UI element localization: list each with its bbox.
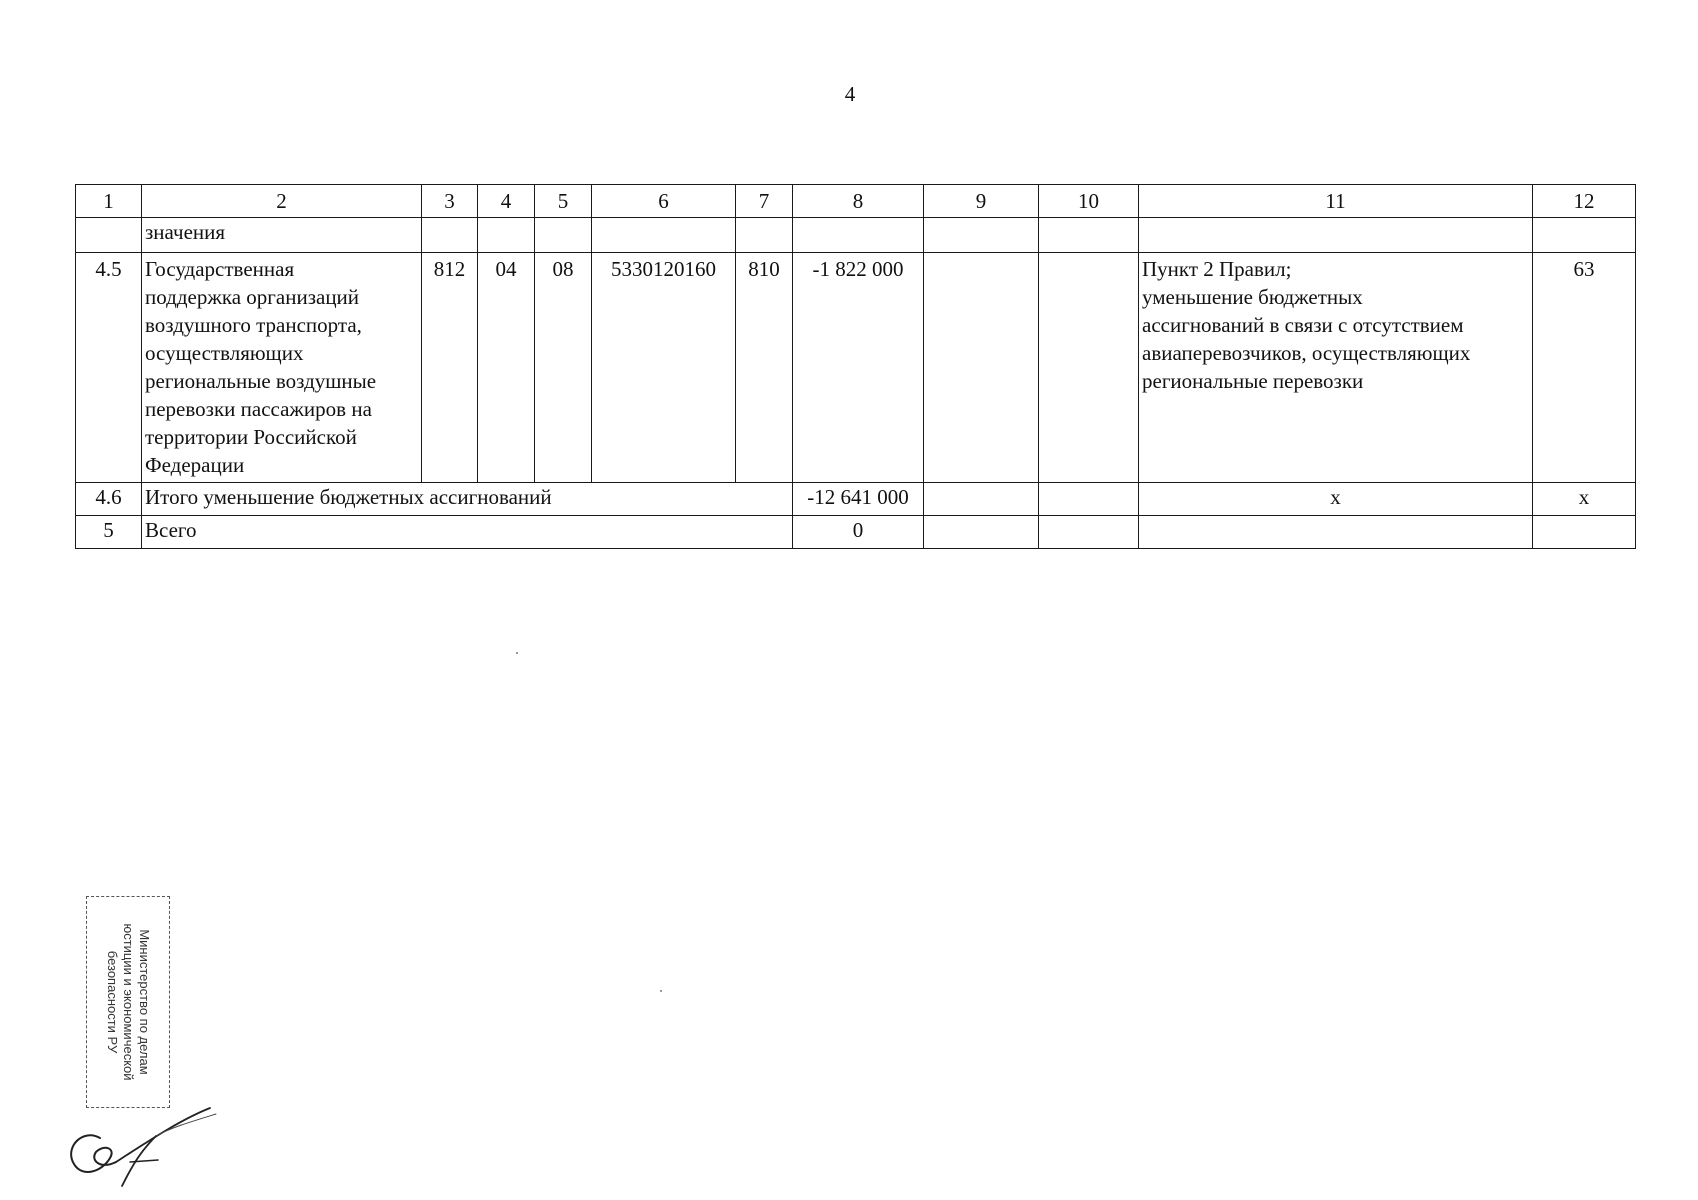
header-cell: 4 bbox=[478, 185, 535, 218]
table-cell bbox=[736, 218, 793, 253]
row-number: 5 bbox=[76, 516, 142, 549]
cell-col-10 bbox=[1039, 253, 1139, 483]
header-cell: 6 bbox=[592, 185, 736, 218]
cell-col-12: 63 bbox=[1533, 253, 1636, 483]
header-cell: 3 bbox=[422, 185, 478, 218]
cell-col-4: 04 bbox=[478, 253, 535, 483]
cell-col-9 bbox=[924, 483, 1039, 516]
cell-col-11: x bbox=[1139, 483, 1533, 516]
scan-speck bbox=[660, 990, 662, 992]
row-label: Итого уменьшение бюджетных ассигнований bbox=[142, 483, 793, 516]
ministry-stamp bbox=[86, 896, 170, 1108]
row-name-line: осуществляющих bbox=[145, 341, 304, 365]
justification-line: Пункт 2 Правил; bbox=[1142, 257, 1292, 281]
table-cell bbox=[478, 218, 535, 253]
table-row-4-6 bbox=[76, 483, 1636, 516]
scan-speck bbox=[516, 652, 518, 654]
table-cell bbox=[422, 218, 478, 253]
cell-col-12 bbox=[1533, 516, 1636, 549]
table-cell bbox=[1533, 218, 1636, 253]
header-cell: 12 bbox=[1533, 185, 1636, 218]
justification-line: региональные перевозки bbox=[1142, 369, 1364, 393]
justification-line: авиаперевозчиков, осуществляющих bbox=[1142, 341, 1471, 365]
row-name-line: поддержка организаций bbox=[145, 285, 360, 309]
budget-table bbox=[75, 184, 1636, 549]
row-name-line: региональные воздушные bbox=[145, 369, 377, 393]
row-number: 4.5 bbox=[76, 253, 142, 483]
stamp-line: юстиции и экономической bbox=[121, 923, 136, 1081]
cell-col-11 bbox=[1139, 516, 1533, 549]
cell-col-6: 5330120160 bbox=[592, 253, 736, 483]
header-cell: 9 bbox=[924, 185, 1039, 218]
table-cell bbox=[535, 218, 592, 253]
stamp-line: Министерство по делам bbox=[137, 929, 152, 1075]
cell-col-11 bbox=[1139, 253, 1533, 483]
table-row-4-5 bbox=[76, 253, 1636, 483]
stamp-line: безопасности РУ bbox=[105, 950, 120, 1054]
cell-col-8: 0 bbox=[793, 516, 924, 549]
header-cell: 1 bbox=[76, 185, 142, 218]
justification-line: ассигнований в связи с отсутствием bbox=[1142, 313, 1464, 337]
cell-col-9 bbox=[924, 516, 1039, 549]
cell-col-9 bbox=[924, 253, 1039, 483]
row-name-line: территории Российской bbox=[145, 425, 357, 449]
table-cell bbox=[1139, 218, 1533, 253]
table-cell bbox=[1039, 218, 1139, 253]
row-name-line: Федерации bbox=[145, 453, 245, 477]
cell-col-7: 810 bbox=[736, 253, 793, 483]
cell-col-3: 812 bbox=[422, 253, 478, 483]
page-number: 4 bbox=[844, 82, 856, 106]
header-cell: 8 bbox=[793, 185, 924, 218]
row-name-line: Государственная bbox=[145, 257, 295, 281]
justification-line: уменьшение бюджетных bbox=[1142, 285, 1363, 309]
cell-col-12: x bbox=[1533, 483, 1636, 516]
cell-col-8: -1 822 000 bbox=[793, 253, 924, 483]
table-row-continuation bbox=[76, 218, 1636, 253]
continuation-text: значения bbox=[142, 218, 422, 253]
handwritten-signature bbox=[60, 1100, 220, 1195]
row-name-line: воздушного транспорта, bbox=[145, 313, 362, 337]
row-label: Всего bbox=[142, 516, 793, 549]
cell-col-10 bbox=[1039, 516, 1139, 549]
header-cell: 7 bbox=[736, 185, 793, 218]
header-cell: 5 bbox=[535, 185, 592, 218]
cell-col-5: 08 bbox=[535, 253, 592, 483]
header-cell: 10 bbox=[1039, 185, 1139, 218]
cell-col-10 bbox=[1039, 483, 1139, 516]
table-cell bbox=[592, 218, 736, 253]
stamp-text bbox=[104, 902, 152, 1102]
row-number: 4.6 bbox=[76, 483, 142, 516]
table-row-5 bbox=[76, 516, 1636, 549]
header-cell: 11 bbox=[1139, 185, 1533, 218]
row-name bbox=[142, 253, 422, 483]
table-cell bbox=[793, 218, 924, 253]
table-cell bbox=[924, 218, 1039, 253]
row-name-line: перевозки пассажиров на bbox=[145, 397, 372, 421]
header-cell: 2 bbox=[142, 185, 422, 218]
cell-col-8: -12 641 000 bbox=[793, 483, 924, 516]
table-cell bbox=[76, 218, 142, 253]
table-header-row bbox=[76, 185, 1636, 218]
